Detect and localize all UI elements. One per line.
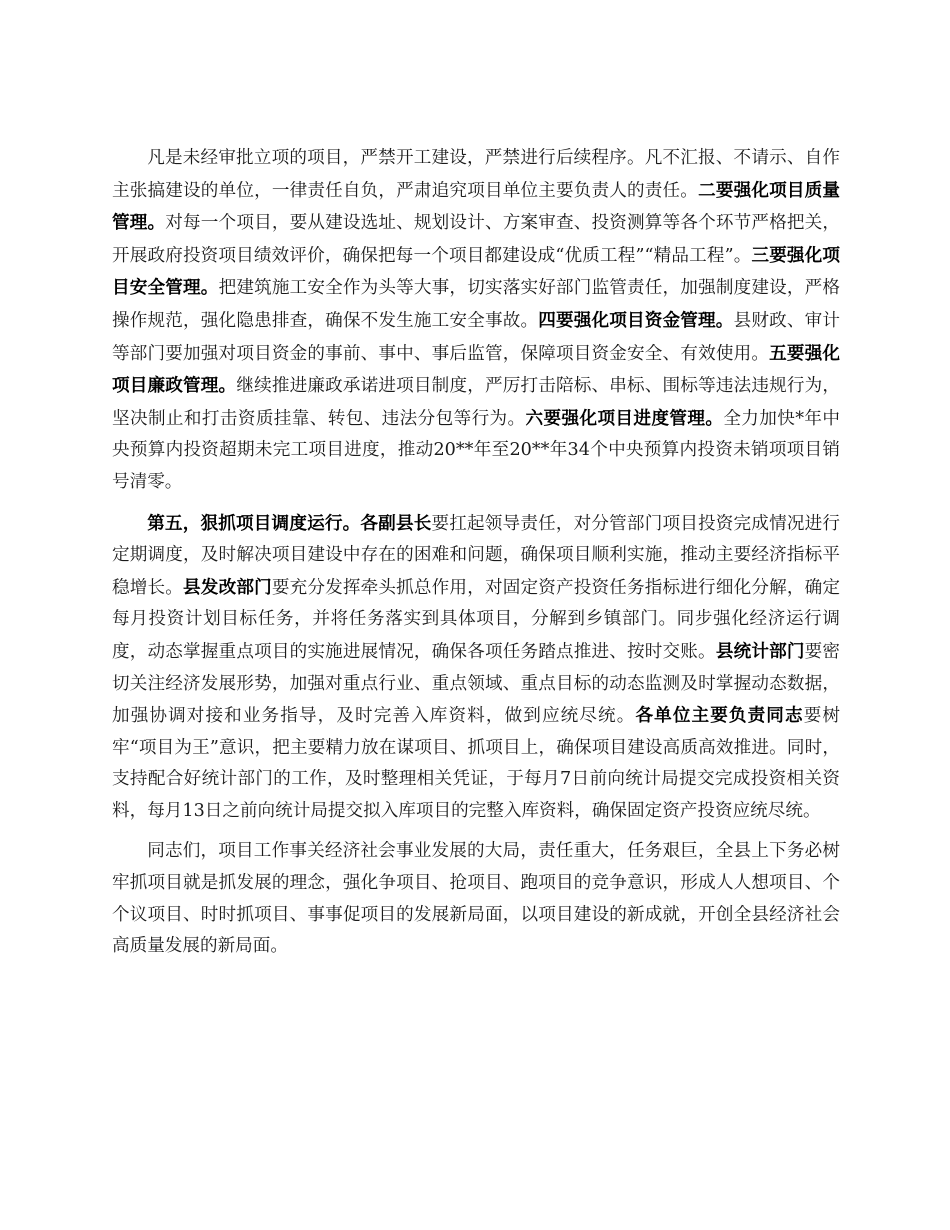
text-segment: 要扛起领导责任，对分管部门项目投资完成情况进行定期调度，及时解决项目建设中存在的困难和问题，确保项目顺利实施，推动主要经济指标平稳增长。 bbox=[112, 513, 840, 598]
text-segment: 把建筑施工安全作为头等大事，切实落实好部门监管责任，加强制度建设，严格操作规范，强化隐患排查，确保不发生施工安全事故。 bbox=[112, 278, 840, 331]
text-segment: 要树牢“项目为王”意识，把主要精力放在谋项目、抓项目上，确保项目建设高质高效推进。同时，支持配合好统计部门的工作，及时整理相关凭证，于每月7日前向统计局提交完成投资相关资料，每月13日之前向统计局提交拟入库项目的完整入库资料，确保固定资产投资应统尽统。 bbox=[112, 706, 840, 821]
text-segment: 县财政、审计等部门要加强对项目资金的事前、事中、事后监管，保障项目资金安全、有效使用。 bbox=[112, 310, 840, 364]
heading-quality-management: 二要强化项目质量管理。 bbox=[112, 179, 840, 234]
paragraph-closing bbox=[112, 836, 840, 962]
paragraph-project-management bbox=[112, 143, 840, 499]
heading-statistics-dept: 县统计部门 bbox=[715, 640, 805, 662]
heading-fund-management: 四要强化项目资金管理。 bbox=[538, 309, 734, 331]
text-segment: 全力加快*年中央预算内投资超期未完工项目进度，推动20**年至20**年34个中央预算内投资未销项项目销号清零。 bbox=[112, 408, 840, 492]
text-segment: 要密切关注经济发展形势，加强对重点行业、重点领域、重点目标的动态监测及时掌握动态数据，加强协调对接和业务指导，及时完善入库资料，做到应统尽统。 bbox=[112, 641, 840, 727]
text-segment: 继续推进廉政承诺进项目制度，严厉打击陪标、串标、围标等违法违规行为，坚决制止和打击资质挂靠、转包、违法分包等行为。 bbox=[112, 376, 840, 429]
heading-integrity-management: 五要强化项目廉政管理。 bbox=[112, 342, 840, 397]
paragraph-scheduling bbox=[112, 508, 840, 828]
heading-deputy-county-heads: 各副县长 bbox=[360, 512, 432, 534]
heading-safety-management: 三要强化项目安全管理。 bbox=[112, 244, 840, 299]
heading-fifth-scheduling: 第五，狠抓项目调度运行。 bbox=[147, 512, 361, 534]
text-segment: 要充分发挥牵头抓总作用，对固定资产投资任务指标进行细化分解，确定每月投资计划目标任务，并将任务落实到具体项目，分解到乡镇部门。同步强化经济运行调度，动态掌握重点项目的实施进展情况，确保各项任务踏点推进、按时交账。 bbox=[112, 577, 840, 662]
heading-progress-management: 六要强化项目进度管理。 bbox=[525, 407, 724, 429]
document-body bbox=[112, 143, 840, 972]
heading-development-reform-dept: 县发改部门 bbox=[183, 576, 272, 598]
text-segment: 凡是未经审批立项的项目，严禁开工建设，严禁进行后续程序。凡不汇报、不请示、自作主张搞建设的单位，一律责任自负，严肃追究项目单位主要负责人的责任。 bbox=[112, 148, 840, 201]
heading-unit-leaders: 各单位主要负责同志 bbox=[635, 705, 804, 727]
text-segment: 同志们，项目工作事关经济社会事业发展的大局，责任重大，任务艰巨，全县上下务必树牢抓项目就是抓发展的理念，强化争项目、抢项目、跑项目的竞争意识，形成人人想项目、个个议项目、时时抓项目、事事促项目的发展新局面，以项目建设的新成就，开创全县经济社会高质量发展的新局面。 bbox=[112, 841, 840, 957]
text-segment: 对每一个项目，要从建设选址、规划设计、方案审查、投资测算等各个环节严格把关，开展政府投资项目绩效评价，确保把每一个项目都建设成“优质工程”“精品工程”。 bbox=[112, 213, 840, 266]
